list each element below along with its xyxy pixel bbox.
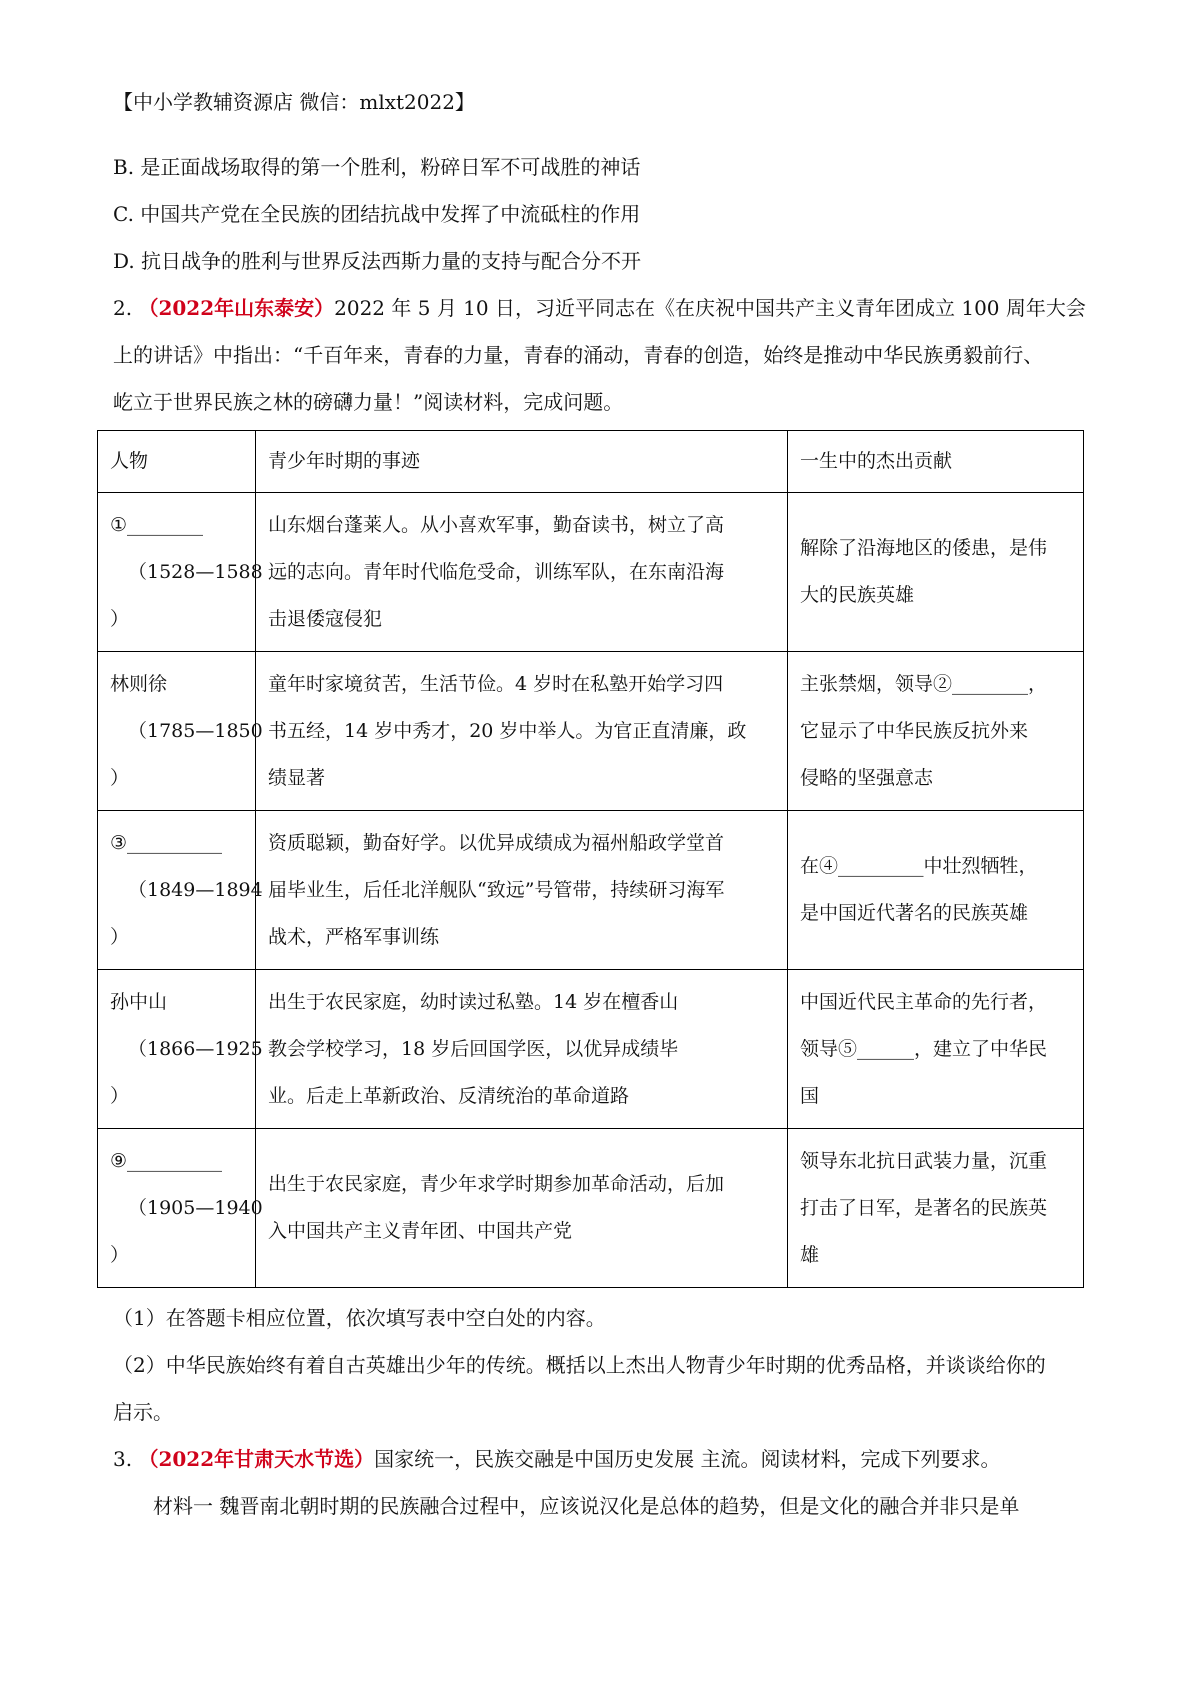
- deeds-line: 击退倭寇侵犯: [268, 607, 383, 630]
- person-name: ⑨__________: [110, 1149, 223, 1172]
- contribution-line: 领导东北抗日武装力量，沉重: [800, 1149, 1048, 1172]
- deeds-line: 资质聪颖，勤奋好学。以优异成绩成为福州船政学堂首: [268, 831, 725, 854]
- contribution-line: 领导⑤______，建立了中华民: [800, 1037, 1048, 1060]
- contribution-line: 侵略的坚强意志: [800, 766, 934, 789]
- q1-option-c: C. 中国共产党在全民族的团结抗战中发挥了中流砥柱的作用: [113, 202, 641, 226]
- q3-material1: 材料一 魏晋南北朝时期的民族融合过程中，应该说汉化是总体的趋势，但是文化的融合并非只是单: [153, 1494, 1020, 1518]
- q2-sub1: （1）在答题卡相应位置，依次填写表中空白处的内容。: [113, 1306, 606, 1330]
- q3-source: （2022年甘肃天水节选）: [138, 1447, 375, 1471]
- q2-number: 2.: [113, 296, 133, 320]
- deeds-line: 山东烟台蓬莱人。从小喜欢军事，勤奋读书，树立了高: [268, 513, 725, 536]
- q1-option-d: D. 抗日战争的胜利与世界反法西斯力量的支持与配合分不开: [113, 249, 642, 273]
- table-row: [98, 970, 1084, 1129]
- deeds-line: 出生于农民家庭，幼时读过私塾。14 岁在檀香山: [268, 990, 679, 1013]
- contribution-line: 主张禁烟，领导②________，: [800, 672, 1048, 695]
- person-name: 林则徐: [110, 672, 168, 695]
- person-years-close: ）: [110, 925, 130, 948]
- person-years: （1785—1850: [128, 719, 263, 742]
- person-years: （1849—1894: [128, 878, 263, 901]
- q2-intro-line3: 屹立于世界民族之林的磅礴力量！”阅读材料，完成问题。: [113, 390, 624, 414]
- person-cell: [98, 1129, 263, 1288]
- contribution-line: 雄: [800, 1243, 820, 1266]
- contribution-cell: [788, 652, 1084, 811]
- deeds-line: 战术，严格军事训练: [268, 925, 440, 948]
- deeds-line: 教会学校学习，18 岁后回国学医，以优异成绩毕: [268, 1037, 679, 1060]
- contribution-line: 打击了日军，是著名的民族英: [800, 1196, 1048, 1219]
- person-cell: [98, 811, 263, 970]
- heroes-table: [97, 430, 1084, 1288]
- table-row: [98, 1129, 1084, 1288]
- deeds-cell: [256, 493, 788, 652]
- table-row: [98, 493, 1084, 652]
- person-cell: [98, 970, 263, 1129]
- contribution-cell: [788, 970, 1084, 1129]
- deeds-cell: [256, 811, 788, 970]
- table-header-cell: 青少年时期的事迹: [256, 431, 788, 493]
- deeds-line: 入中国共产主义青年团、中国共产党: [268, 1220, 573, 1242]
- deeds-line: 书五经，14 岁中秀才，20 岁中举人。为官正直清廉，政: [268, 719, 747, 742]
- table-header-row: [98, 431, 1084, 493]
- q2-sub2-line1: （2）中华民族始终有着自古英雄出少年的传统。概括以上杰出人物青少年时期的优秀品格，并谈谈给你的: [113, 1353, 1046, 1377]
- q2-sub2-line2: 启示。: [113, 1400, 173, 1424]
- deeds-cell: [256, 652, 788, 811]
- person-years-close: ）: [110, 1243, 130, 1266]
- person-years-close: ）: [110, 607, 130, 630]
- person-name: ③__________: [110, 831, 223, 854]
- contribution-line: 解除了沿海地区的倭患，是伟: [800, 537, 1048, 559]
- deeds-line: 届毕业生，后任北洋舰队“致远”号管带，持续研习海军: [268, 878, 725, 901]
- deeds-cell: [256, 970, 788, 1129]
- contribution-line: 大的民族英雄: [800, 584, 915, 606]
- contribution-line: 在④_________中壮烈牺牲，: [800, 855, 1038, 877]
- contribution-cell: [788, 493, 1084, 652]
- person-cell: [98, 493, 263, 652]
- q3-number: 3.: [113, 1447, 133, 1471]
- deeds-line: 远的志向。青年时代临危受命，训练军队，在东南沿海: [268, 560, 725, 583]
- deeds-line: 业。后走上革新政治、反清统治的革命道路: [268, 1084, 630, 1107]
- q1-option-b: B. 是正面战场取得的第一个胜利，粉碎日军不可战胜的神话: [113, 155, 641, 179]
- contribution-line: 它显示了中华民族反抗外来: [800, 719, 1029, 742]
- q3-intro: [113, 1445, 1000, 1473]
- person-years: （1905—1940: [128, 1196, 263, 1219]
- person-years: （1866—1925: [128, 1037, 263, 1060]
- table-header-cell: 人物: [98, 431, 256, 493]
- person-name: 孙中山: [110, 990, 168, 1013]
- table-header-cell: 一生中的杰出贡献: [788, 431, 1084, 493]
- contribution-line: 是中国近代著名的民族英雄: [800, 902, 1029, 924]
- deeds-line: 出生于农民家庭，青少年求学时期参加革命活动，后加: [268, 1173, 725, 1195]
- deeds-line: 童年时家境贫苦，生活节俭。4 岁时在私塾开始学习四: [268, 672, 724, 695]
- q2-intro-text: 2022 年 5 月 10 日，习近平同志在《在庆祝中国共产主义青年团成立 100 周年大会: [334, 296, 1086, 320]
- contribution-cell: [788, 811, 1084, 970]
- contribution-line: 中国近代民主革命的先行者，: [800, 990, 1048, 1013]
- contribution-line: 国: [800, 1084, 820, 1107]
- contribution-cell: [788, 1129, 1084, 1288]
- q2-intro-line1: [113, 294, 1086, 322]
- person-name: ①________: [110, 513, 204, 536]
- q3-intro-text: 国家统一，民族交融是中国历史发展 主流。阅读材料，完成下列要求。: [374, 1447, 1001, 1471]
- table-row: [98, 811, 1084, 970]
- watermark-header: 【中小学教辅资源店 微信：mlxt2022】: [113, 90, 475, 114]
- person-years-close: ）: [110, 1084, 130, 1107]
- table-row: [98, 652, 1084, 811]
- person-years-close: ）: [110, 766, 130, 789]
- q2-source: （2022年山东泰安）: [138, 296, 335, 320]
- deeds-line: 绩显著: [268, 766, 326, 789]
- person-cell: [98, 652, 263, 811]
- deeds-cell: [256, 1129, 788, 1288]
- q2-intro-line2: 上的讲话》中指出：“千百年来，青春的力量，青春的涌动，青春的创造，始终是推动中华民族勇毅前行、: [113, 343, 1044, 367]
- person-years: （1528—1588: [128, 560, 263, 583]
